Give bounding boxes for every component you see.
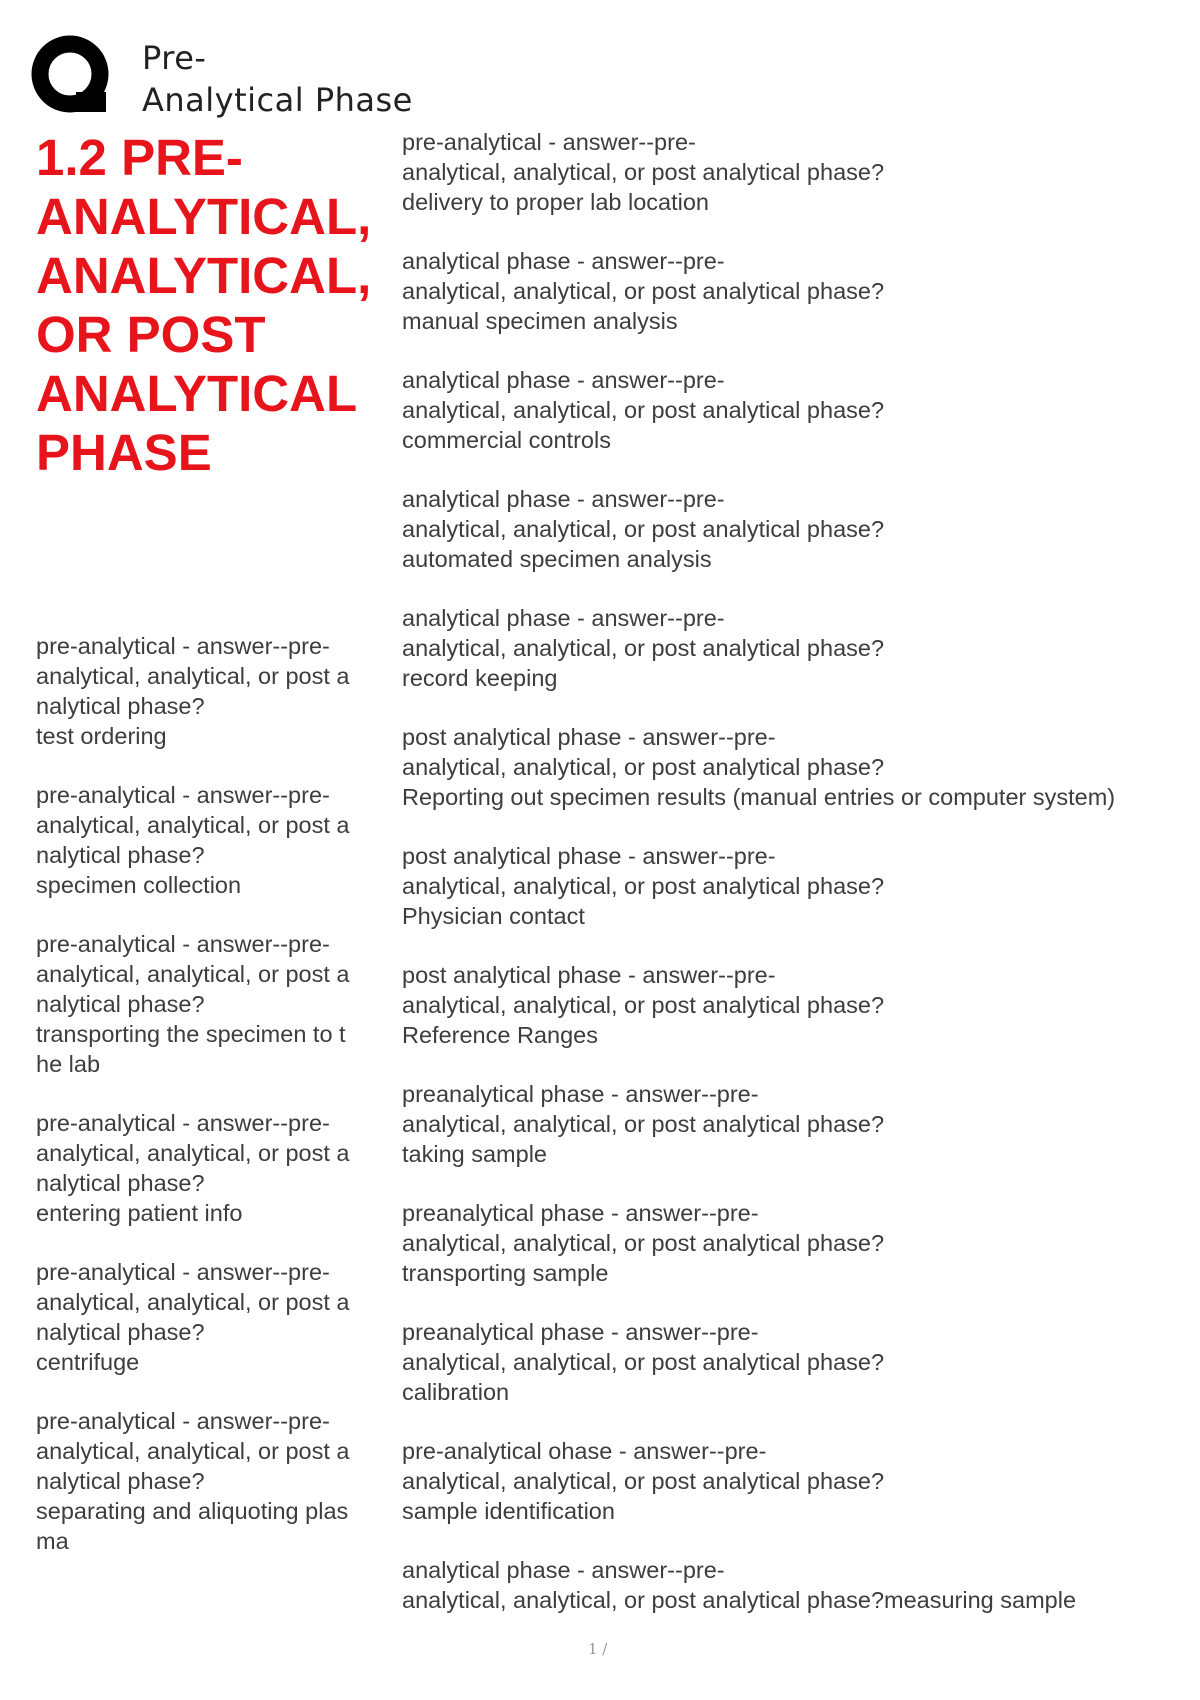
entry-text-line: transporting sample: [402, 1260, 609, 1286]
entry-text-line: ma: [36, 1528, 69, 1554]
entry-text-line: pre-analytical - answer--pre-: [36, 1110, 330, 1136]
flashcard-entry: [36, 780, 376, 900]
flashcard-entry: [402, 365, 1192, 455]
entry-text-line: nalytical phase?: [36, 1319, 205, 1345]
entry-text-line: post analytical phase - answer--pre-: [402, 962, 776, 988]
entry-text-line: analytical, analytical, or post analytical phase?: [402, 159, 885, 185]
entry-text-line: commercial controls: [402, 427, 611, 453]
entry-text-line: analytical, analytical, or post a: [36, 1438, 350, 1464]
entry-text-line: analytical, analytical, or post analytical phase?: [402, 1468, 885, 1494]
entry-text-line: preanalytical phase - answer--pre-: [402, 1081, 759, 1107]
entry-text-line: Physician contact: [402, 903, 585, 929]
entry-text-line: Reference Ranges: [402, 1022, 598, 1048]
entry-text-line: test ordering: [36, 723, 167, 749]
entry-text-line: pre-analytical - answer--pre-: [36, 633, 330, 659]
flashcard-entry: [402, 1317, 1192, 1407]
entry-text-line: preanalytical phase - answer--pre-: [402, 1200, 759, 1226]
entry-text-line: record keeping: [402, 665, 558, 691]
entry-text-line: analytical phase - answer--pre-: [402, 605, 725, 631]
entry-text-line: analytical, analytical, or post a: [36, 663, 350, 689]
entry-text-line: transporting the specimen to t: [36, 1021, 346, 1047]
entry-text-line: automated specimen analysis: [402, 546, 712, 572]
entry-text-line: nalytical phase?: [36, 1170, 205, 1196]
entry-text-line: nalytical phase?: [36, 842, 205, 868]
entry-text-line: pre-analytical - answer--pre-: [36, 782, 330, 808]
flashcard-entry: [402, 1198, 1192, 1288]
header-title: [142, 37, 413, 121]
title-line: 1.2 PRE-: [36, 129, 243, 186]
title-line: ANALYTICAL,: [36, 188, 372, 245]
flashcard-entry: [36, 929, 376, 1079]
flashcard-entry: [36, 1406, 376, 1556]
entry-text-line: analytical, analytical, or post analytical phase?: [402, 278, 885, 304]
flashcard-entry: [402, 1079, 1192, 1169]
flashcard-entry: [402, 484, 1192, 574]
entry-text-line: analytical, analytical, or post analytical phase?: [402, 1230, 885, 1256]
entry-text-line: centrifuge: [36, 1349, 140, 1375]
document-title: [36, 128, 376, 482]
entry-text-line: analytical phase - answer--pre-: [402, 486, 725, 512]
title-line: ANALYTICAL,: [36, 247, 372, 304]
entry-text-line: analytical phase - answer--pre-: [402, 1557, 725, 1583]
entry-text-line: entering patient info: [36, 1200, 243, 1226]
document-header: [30, 34, 413, 124]
flashcard-entry: [36, 1108, 376, 1228]
entry-text-line: analytical, analytical, or post analytical phase?measuring sample: [402, 1587, 1077, 1613]
entry-text-line: nalytical phase?: [36, 1468, 205, 1494]
entry-text-line: manual specimen analysis: [402, 308, 678, 334]
entry-text-line: post analytical phase - answer--pre-: [402, 724, 776, 750]
title-line: ANALYTICAL: [36, 365, 358, 422]
entry-text-line: analytical, analytical, or post a: [36, 961, 350, 987]
flashcard-entry: [402, 1555, 1192, 1615]
entry-text-line: delivery to proper lab location: [402, 189, 709, 215]
header-title-line: Analytical Phase: [142, 81, 413, 119]
entry-text-line: analytical, analytical, or post analytical phase?: [402, 992, 885, 1018]
entry-text-line: analytical phase - answer--pre-: [402, 248, 725, 274]
entry-text-line: he lab: [36, 1051, 101, 1077]
entry-text-line: specimen collection: [36, 872, 242, 898]
title-line: PHASE: [36, 424, 212, 481]
entry-text-line: pre-analytical - answer--pre-: [36, 1259, 330, 1285]
entry-text-line: pre-analytical - answer--pre-: [36, 931, 330, 957]
page-number: 1 /: [588, 1640, 608, 1658]
entry-text-line: preanalytical phase - answer--pre-: [402, 1319, 759, 1345]
entry-text-line: post analytical phase - answer--pre-: [402, 843, 776, 869]
entry-text-line: Reporting out specimen results (manual entries or computer system): [402, 784, 1116, 810]
header-title-line: Pre-: [142, 39, 207, 77]
right-column: [402, 127, 1192, 1644]
entry-text-line: analytical, analytical, or post analytical phase?: [402, 397, 885, 423]
flashcard-entry: [402, 603, 1192, 693]
entry-text-line: analytical, analytical, or post a: [36, 1289, 350, 1315]
entry-text-line: pre-analytical - answer--pre-: [36, 1408, 330, 1434]
title-line: OR POST: [36, 306, 266, 363]
entry-text-line: pre-analytical - answer--pre-: [402, 129, 696, 155]
entry-text-line: analytical, analytical, or post a: [36, 1140, 350, 1166]
entry-text-line: analytical, analytical, or post a: [36, 812, 350, 838]
entry-text-line: calibration: [402, 1379, 510, 1405]
entry-text-line: pre-analytical ohase - answer--pre-: [402, 1438, 767, 1464]
entry-text-line: analytical phase - answer--pre-: [402, 367, 725, 393]
q-logo-icon: [30, 34, 114, 118]
left-column: [36, 631, 376, 1585]
entry-text-line: analytical, analytical, or post analytical phase?: [402, 1111, 885, 1137]
flashcard-entry: [36, 631, 376, 751]
flashcard-entry: [402, 127, 1192, 217]
flashcard-entry: [402, 1436, 1192, 1526]
entry-text-line: sample identification: [402, 1498, 615, 1524]
entry-text-line: separating and aliquoting plas: [36, 1498, 349, 1524]
entry-text-line: taking sample: [402, 1141, 547, 1167]
entry-text-line: nalytical phase?: [36, 693, 205, 719]
flashcard-entry: [402, 246, 1192, 336]
flashcard-entry: [36, 1257, 376, 1377]
entry-text-line: analytical, analytical, or post analytical phase?: [402, 1349, 885, 1375]
flashcard-entry: [402, 960, 1192, 1050]
entry-text-line: analytical, analytical, or post analytical phase?: [402, 635, 885, 661]
entry-text-line: analytical, analytical, or post analytical phase?: [402, 873, 885, 899]
entry-text-line: analytical, analytical, or post analytical phase?: [402, 754, 885, 780]
flashcard-entry: [402, 722, 1192, 812]
flashcard-entry: [402, 841, 1192, 931]
entry-text-line: analytical, analytical, or post analytical phase?: [402, 516, 885, 542]
entry-text-line: nalytical phase?: [36, 991, 205, 1017]
